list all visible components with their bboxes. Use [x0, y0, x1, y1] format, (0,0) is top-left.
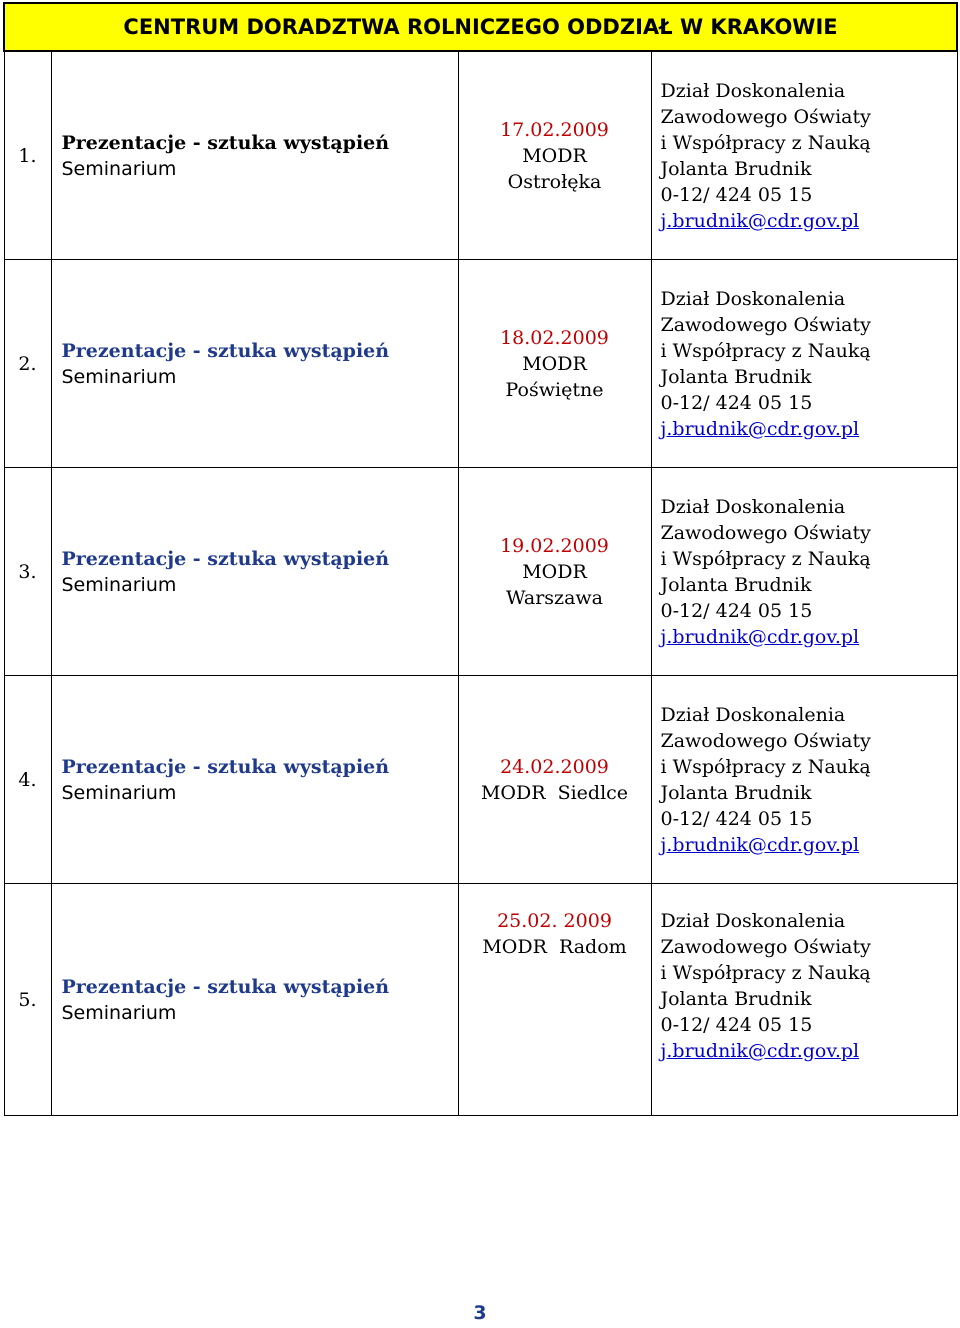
- contact-email-link[interactable]: j.brudnik@cdr.gov.pl: [660, 1040, 860, 1062]
- contact-cell: [651, 468, 957, 676]
- event-date: 17.02.2009: [500, 118, 609, 141]
- contact-person: Jolanta Brudnik: [660, 573, 812, 596]
- event-place: MODR: [522, 560, 587, 583]
- event-type: Seminarium: [61, 573, 177, 596]
- date-place-cell: [458, 260, 651, 468]
- page-number: 3: [473, 1302, 487, 1324]
- contact-person: Jolanta Brudnik: [660, 157, 812, 180]
- row-number: 2.: [4, 260, 51, 468]
- department-line-1: Dział Doskonalenia: [660, 910, 846, 932]
- event-title: Prezentacje - sztuka wystąpień: [61, 339, 390, 362]
- contact-phone: 0-12/ 424 05 15: [660, 391, 813, 414]
- date-place-cell: [458, 51, 651, 260]
- table-row: [4, 260, 957, 468]
- event-cell: [51, 468, 458, 676]
- department-line-3: i Współpracy z Nauką: [660, 131, 871, 154]
- department-line-3: i Współpracy z Nauką: [660, 547, 871, 570]
- event-city: Poświętne: [505, 378, 604, 401]
- contact-phone: 0-12/ 424 05 15: [660, 599, 813, 622]
- event-place: MODR Siedlce: [480, 781, 629, 804]
- event-place: MODR Radom: [482, 936, 627, 958]
- event-type: Seminarium: [61, 1001, 177, 1024]
- event-cell: [51, 260, 458, 468]
- contact-person: Jolanta Brudnik: [660, 781, 812, 804]
- event-type: Seminarium: [61, 157, 177, 180]
- event-date: 25.02. 2009: [497, 910, 612, 932]
- department-line-2: Zawodowego Oświaty: [660, 105, 871, 128]
- table-row: [4, 676, 957, 884]
- row-number: 4.: [4, 676, 51, 884]
- contact-cell: [651, 51, 957, 260]
- department-line-3: i Współpracy z Nauką: [660, 339, 871, 362]
- row-number: 1.: [4, 51, 51, 260]
- event-title: Prezentacje - sztuka wystąpień: [61, 975, 390, 998]
- date-place-cell: [458, 468, 651, 676]
- date-place-cell: [458, 676, 651, 884]
- date-place-cell: [458, 884, 651, 1116]
- department-line-1: Dział Doskonalenia: [660, 79, 846, 102]
- department-line-2: Zawodowego Oświaty: [660, 729, 871, 752]
- event-date: 18.02.2009: [500, 326, 609, 349]
- contact-phone: 0-12/ 424 05 15: [660, 183, 813, 206]
- event-place: MODR: [522, 352, 587, 375]
- department-line-2: Zawodowego Oświaty: [660, 936, 871, 958]
- event-title: Prezentacje - sztuka wystąpień: [61, 755, 390, 778]
- event-place: MODR: [522, 144, 587, 167]
- table-row: [4, 884, 957, 1116]
- event-city: Warszawa: [506, 586, 603, 609]
- department-line-1: Dział Doskonalenia: [660, 495, 846, 518]
- department-line-3: i Współpracy z Nauką: [660, 755, 871, 778]
- event-date: 19.02.2009: [500, 534, 609, 557]
- document-page: [3, 2, 956, 1116]
- contact-email-link[interactable]: j.brudnik@cdr.gov.pl: [660, 209, 860, 232]
- table-row: [4, 51, 957, 260]
- event-date: 24.02.2009: [500, 755, 609, 778]
- department-line-2: Zawodowego Oświaty: [660, 521, 871, 544]
- department-line-1: Dział Doskonalenia: [660, 287, 846, 310]
- event-cell: [51, 51, 458, 260]
- events-table: [3, 2, 958, 1116]
- row-number: 5.: [4, 884, 51, 1116]
- contact-phone: 0-12/ 424 05 15: [660, 807, 813, 830]
- event-cell: [51, 884, 458, 1116]
- event-title: Prezentacje - sztuka wystąpień: [61, 547, 390, 570]
- row-number: 3.: [4, 468, 51, 676]
- contact-cell: [651, 260, 957, 468]
- contact-email-link[interactable]: j.brudnik@cdr.gov.pl: [660, 833, 860, 856]
- department-line-1: Dział Doskonalenia: [660, 703, 846, 726]
- event-title: Prezentacje - sztuka wystąpień: [61, 131, 390, 154]
- event-city: Ostrołęka: [507, 170, 602, 193]
- contact-phone: 0-12/ 424 05 15: [660, 1014, 813, 1036]
- contact-person: Jolanta Brudnik: [660, 365, 812, 388]
- contact-email-link[interactable]: j.brudnik@cdr.gov.pl: [660, 417, 860, 440]
- contact-person: Jolanta Brudnik: [660, 988, 812, 1010]
- contact-cell: [651, 676, 957, 884]
- event-cell: [51, 676, 458, 884]
- contact-email-link[interactable]: j.brudnik@cdr.gov.pl: [660, 625, 860, 648]
- table-row: [4, 468, 957, 676]
- contact-cell: [651, 884, 957, 1116]
- department-line-2: Zawodowego Oświaty: [660, 313, 871, 336]
- event-type: Seminarium: [61, 781, 177, 804]
- table-header-title: CENTRUM DORADZTWA ROLNICZEGO ODDZIAŁ W KRAKOWIE: [4, 3, 957, 51]
- event-type: Seminarium: [61, 365, 177, 388]
- department-line-3: i Współpracy z Nauką: [660, 962, 871, 984]
